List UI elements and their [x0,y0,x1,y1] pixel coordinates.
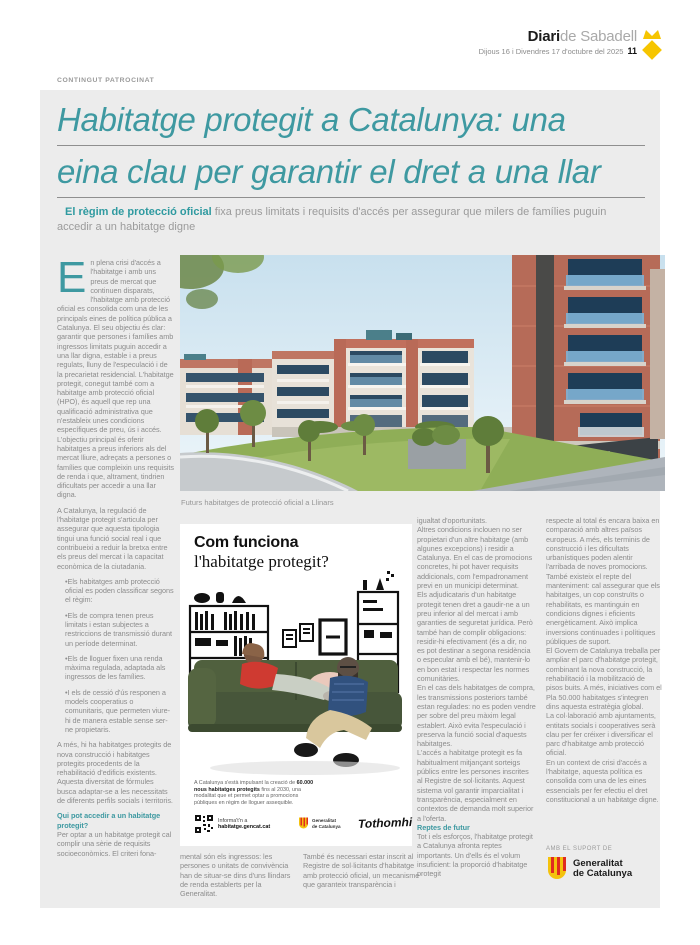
date-text: Dijous 16 i Divendres 17 d'octubre del 2025 [478,47,624,56]
ad-illustration [180,570,412,783]
paragraph: En plena crisi d'accés a l'habitatge i amb uns preus de mercat que continuen disparats, l'habitatge amb protecció oficial es consolida com una de les principals eines de política pública a Catalunya. El seu objectiu és clar: garantir que persones i famílies amb ingressos limitats puguin accedir a una llar digna, estable i a preus regulats, lluny de l'especulació i de la precarietat residencial. L'habitatge protegit, conegut també com a habitatge amb protecció oficial (HPO), és aquell que rep una qualificació administrativa que n'estableix unes condicions específiques de preu, ús i accés. L'objectiu principal és oferir habitatges a preus inferiors als del mercat lliure, adreçats a persones o famílies que compleixin uns requisits de renda i que, altrament, tindrien dificultats per accedir a una llar digna. [57,258,174,500]
sponsored-kicker: CONTINGUT PATROCINAT [57,77,155,84]
headline [57,101,645,205]
paragraph: Altres condicions inclouen no ser propietari d'un altre habitatge (amb algunes excepcions) i residir a Catalunya. En el cas de promocions concretes, hi pot haver requisits addicionals, com l'empadronament previ en un municipi determinat. [417,525,533,591]
qr-code [194,814,214,834]
article-column-4 [417,516,536,908]
bullet-item: •Els habitatges amb protecció oficial es poden classificar segons el règim: [65,576,174,605]
paragraph: En un context de crisi d'accés a l'habitatge, aquesta política es consolida com una de les eines essencials per fer efectiu el dret constitucional a un habitatge digne. [546,757,659,804]
standfirst [57,205,623,235]
headline-line-1: Habitatge protegit a Catalunya: una [57,101,645,146]
diari-sabadell-logo-icon [640,27,664,68]
paragraph: També és necessari estar inscrit al Registre de sol·licitants d'habitatge amb protecció oficial, un mecanisme que garanteix transparència i [303,852,420,889]
article-column-2 [180,852,298,906]
paragraph: A més, hi ha habitatges protegits de nova construcció i habitatges protegits procedents de la rehabilitació d'edificis existents. Aquesta diversitat de fórmules busca adaptar-se a les necessitats de diferents perfils socials i territoris. [57,740,173,806]
standfirst-lead: El règim de protecció oficial [65,206,212,218]
article-column-1 [57,258,174,906]
masthead-brand [528,28,637,45]
section-heading: Reptes de futur [417,822,470,832]
page-number: 11 [627,46,637,56]
paragraph: respecte al total és encara baixa en comparació amb altres països europeus. A més, els terminis de construcció i les dificultats urbanístiques poden alentir l'arribada de noves promocions. [546,516,660,572]
main-photo [180,255,665,491]
gencat-link[interactable]: habitatge.gencat.cat [218,824,271,830]
ad-title-bold: Com funciona [194,534,299,551]
paragraph: L'accés a habitatge protegit es fa habitualment mitjançant sorteigs públics entre les persones inscrites al Registre de sol·licitants. Aquest sistema vol garantir imparcialitat i transparència, especialment en contextos de demanda molt superior a l'oferta. [417,748,534,823]
ad-title-serif: l'habitatge protegit? [194,552,329,571]
ad-note: A Catalunya s'està impulsant la creació de 60.000 nous habitatges protegits fins al 2030, una modalitat que et permet optar a promocions públiques en règim de lloguer assequible. [194,780,314,806]
brand-bold: Diari [527,28,560,45]
support-label: AMB EL SUPORT DE [546,846,613,852]
paragraph: La col·laboració amb ajuntaments, entitats socials i cooperatives serà clau per fer créixer i diversificar el parc d'habitatge amb protecció oficial. [546,711,656,758]
article-column-3 [303,852,421,906]
brand-light: de Sabadell [559,28,637,45]
bullet-item: •Els de lloguer fixen una renda màxima regulada, adaptada als ingressos de les famílies. [65,653,166,682]
generalitat-logo-text: Generalitat de Catalunya [573,857,633,879]
ad-qr-row [194,814,270,834]
bullet-item: •Els de compra tenen preus limitats i estan subjectes a restriccions de transmissió durant un període determinat. [65,610,172,648]
ad-qr-label: Informa't'n a habitatge.gencat.cat [218,817,271,830]
paragraph: Per optar a un habitatge protegit cal complir una sèrie de requisits socioeconòmics. El criteri fona- [57,829,172,858]
paragraph: igualtat d'oportunitats. [417,516,487,525]
support-block [546,846,663,882]
tothomhi-logo: Tothomhi [357,815,413,831]
paragraph: En el cas dels habitatges de compra, les transmissions posteriors també estan regulades: no es poden vendre per sobre del preu màxim legal establert. Això evita l'especulació i preserva la funció social d'aquests habitatges. [417,683,536,749]
paragraph: Tot i els esforços, l'habitatge protegit a Catalunya afronta reptes importants. Un d'ells és el volum insuficient: la proporció d'habitatge protegit [417,832,533,879]
drop-cap: E [57,258,87,302]
section-heading: Qui pot accedir a un habitatge protegit? [57,811,161,830]
ad-generalitat-logo: Generalitat de Catalunya [298,817,341,830]
bullet-item: •I els de cessió d'ús responen a models cooperatius o comunitaris, que permeten viure-hi de manera estable sense ser-ne propietaris. [65,687,171,734]
paragraph: El Govern de Catalunya treballa per ampliar el parc d'habitatge protegit, combinant la nova construcció, la rehabilitació i la mobilització de pisos buits. A més, iniciatives com el Pla 50.000 habitatges s'integren dins aquesta estratègia global. [546,646,662,711]
headline-line-2: eina clau per garantir el dret a una llar [57,153,645,198]
paragraph: mental són els ingressos: les persones o unitats de convivència han de situar-se dins d'uns llindars de renda establerts per la Generalitat. [180,852,291,899]
paragraph: Els adjudicataris d'un habitatge protegit tenen dret a gaudir-ne a un preu inferior al del mercat i amb garanties de seguretat jurídica. Però també han de complir obligacions: residir-hi efectivament (és a dir, no es pot destinar a segona residència o especular amb el bé), mantenir-lo en bon estat i respectar les normes comunitàries. [417,590,533,684]
housing-render-illustration [180,255,665,491]
sofa [188,660,402,732]
building-right [512,255,660,467]
ad-note-bold: 60.000 nous habitatges protegits [194,780,314,793]
sofa-couple-illustration [180,570,412,778]
paragraph: També existeix el repte del manteniment: cal assegurar que els habitatges, un cop construïts o rehabilitats, es mantinguin en condicions dignes i eficients energèticament. Això implica inversions continuades i polítiques públiques de suport. [546,571,660,646]
ad-title [194,534,329,571]
photo-caption: Futurs habitatges de protecció oficial a Llinars [181,498,334,507]
standfirst-rest: fixa preus limitats i requisits d'accés per assegurar que milers de famílies puguin accedir a un habitatge digne [57,206,607,233]
generalitat-shield-icon [298,817,309,830]
paragraph: A Catalunya, la regulació de l'habitatge protegit s'articula per assegurar que aquesta tipologia tingui una funció social real i que contribueixi a reduir la bretxa entre els preus del mercat i la capacitat econòmica de la ciutadania. [57,505,168,571]
article-column-5 [546,516,663,842]
gencat-ad [180,524,412,846]
masthead-dateline [479,46,637,56]
generalitat-shield-icon [546,856,568,882]
